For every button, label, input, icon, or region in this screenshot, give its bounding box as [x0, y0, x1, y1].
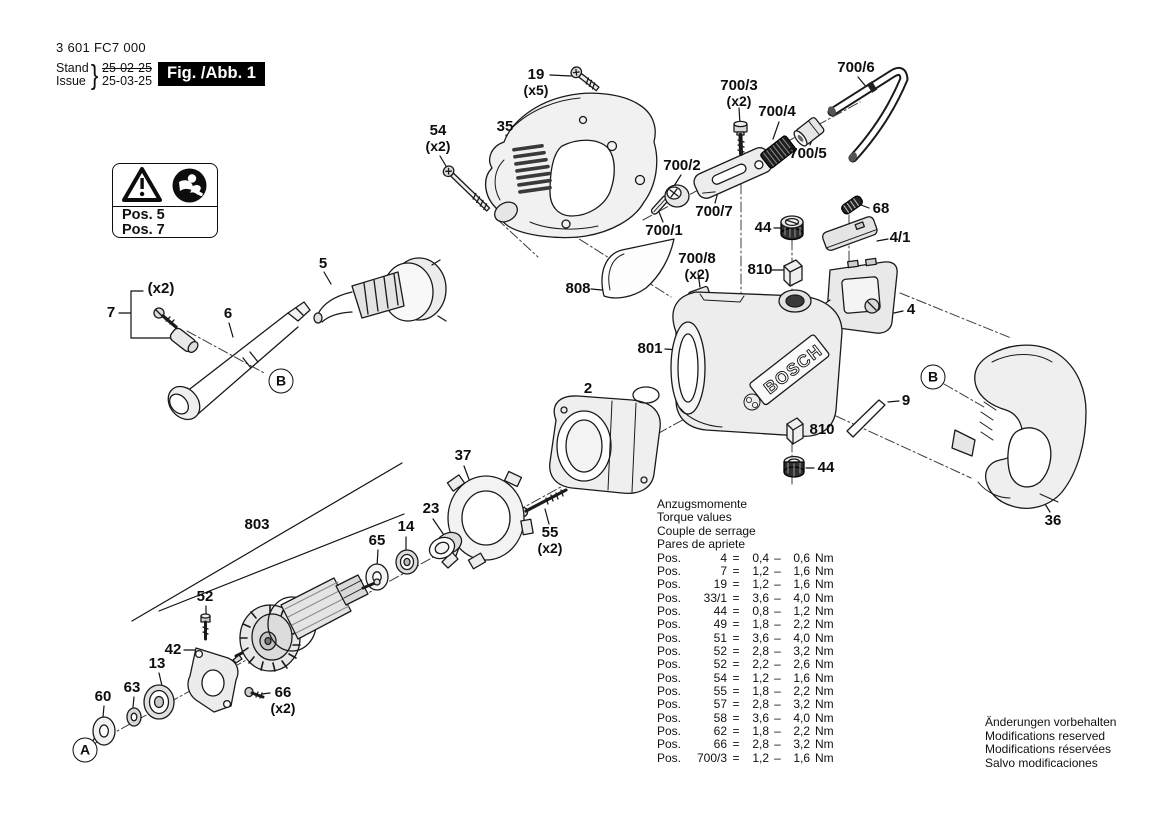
modification-notices [985, 716, 1116, 770]
part-label-700-6: 700/6 [837, 59, 875, 77]
carbon-brush-810-bottom [787, 418, 803, 444]
part-label-19: 19 (x5) [523, 65, 549, 98]
part-label-2: 2 [583, 380, 593, 398]
washer-63 [127, 708, 141, 726]
part-label-700-5: 700/5 [789, 145, 827, 163]
power-cord-assembly [154, 255, 446, 426]
washer-60 [93, 717, 115, 745]
part-label-b: B [921, 365, 946, 390]
deflector-808 [602, 239, 674, 298]
torque-table-row: Pos. 51 = 3,6 – 4,0 Nm [657, 630, 834, 645]
part-label-68: 68 [872, 200, 890, 218]
part-label-44: 44 [754, 219, 772, 237]
torque-table-row: Pos. 62 = 1,8 – 2,2 Nm [657, 724, 834, 739]
part-label-60: 60 [94, 688, 112, 706]
bearing-14 [396, 550, 418, 574]
part-label-54: 54 (x2) [425, 121, 451, 154]
torque-table-row: Pos. 52 = 2,2 – 2,6 Nm [657, 657, 834, 672]
part-label-700-8: 700/8 (x2) [678, 249, 716, 282]
torque-table-row: Pos. 54 = 1,2 – 1,6 Nm [657, 670, 834, 685]
stand-label: Stand [56, 61, 89, 75]
torque-table-row: Pos. 49 = 1,8 – 2,2 Nm [657, 617, 834, 632]
handle-shell-36 [952, 345, 1086, 508]
brush-cap-44-top [781, 216, 803, 240]
torque-table-title-line: Couple de serrage [657, 523, 756, 538]
part-label-700-1: 700/1 [645, 222, 683, 240]
part-label-35: 35 [496, 118, 514, 136]
modification-notice-line: Salvo modificaciones [985, 755, 1098, 770]
slider-button-4-1 [821, 215, 878, 251]
part-label-52: 52 [196, 588, 214, 606]
bosch-logo-text: BOSCH [760, 340, 827, 398]
warning-triangle-icon [122, 167, 162, 203]
torque-table-row: Pos. 44 = 0,8 – 1,2 Nm [657, 604, 834, 618]
part-label-13: 13 [148, 655, 166, 673]
torque-table-row: Pos. 7 = 1,2 – 1,6 Nm [657, 563, 834, 578]
insert-plate-9 [847, 400, 885, 437]
part-label-65: 65 [368, 532, 386, 550]
cord-clamp-7 [154, 308, 200, 354]
warning-pos-line: Pos. 7 [122, 222, 165, 238]
screw-66 [245, 688, 263, 699]
part-label-9: 9 [901, 392, 911, 410]
armature-803 [233, 575, 380, 671]
spring-68 [840, 195, 864, 216]
lever-42 [188, 648, 238, 712]
torque-table-title-line: Torque values [657, 510, 732, 525]
part-label-23: 23 [422, 500, 440, 518]
torque-table-title-line: Pares de apriete [657, 537, 746, 552]
baffle-plate-37 [442, 472, 533, 569]
part-label-803: 803 [244, 516, 270, 534]
torque-table-row: Pos. 66 = 2,8 – 3,2 Nm [657, 737, 834, 752]
torque-table [657, 498, 834, 765]
modification-notice-line: Modifications reserved [985, 728, 1106, 743]
stand-issue-block [56, 59, 152, 91]
part-label-808: 808 [565, 280, 591, 298]
screw-54 [441, 164, 492, 214]
bearing-13 [144, 685, 174, 719]
part-label-x2: (x2) [147, 280, 175, 298]
roller-700-5 [792, 117, 825, 148]
stand-date: 25-02-25 [102, 61, 153, 75]
warning-pos-list [113, 207, 217, 238]
brace-glyph: } [90, 59, 99, 90]
read-manual-icon [171, 167, 208, 204]
part-label-63: 63 [123, 679, 141, 697]
part-label-36: 36 [1044, 512, 1062, 530]
part-label-b: B [269, 369, 294, 394]
torque-table-row: Pos. 52 = 2,8 – 3,2 Nm [657, 644, 834, 659]
modification-notice-line: Modifications réservées [985, 742, 1112, 757]
part-label-5: 5 [318, 255, 328, 273]
part-label-4: 4 [906, 301, 916, 319]
modification-notice-line: Änderungen vorbehalten [985, 715, 1117, 729]
part-label-6: 6 [223, 305, 233, 323]
carbon-brush-810-top [784, 260, 802, 286]
torque-table-title-line: Anzugsmomente [657, 497, 748, 511]
motor-housing-801 [671, 290, 842, 439]
torque-table-titles [657, 498, 834, 552]
part-label-a: A [73, 738, 98, 763]
part-label-66: 66 (x2) [270, 683, 296, 716]
torque-table-row: Pos. 700/3 = 1,2 – 1,6 Nm [657, 750, 834, 765]
torque-table-row: Pos. 57 = 2,8 – 3,2 Nm [657, 697, 834, 712]
drawing-header [56, 40, 152, 91]
brush-cap-44-bottom [784, 457, 804, 478]
torque-table-row: Pos. 55 = 1,8 – 2,2 Nm [657, 684, 834, 699]
screw-55 [518, 490, 566, 517]
part-label-810: 810 [747, 261, 773, 279]
part-label-700-4: 700/4 [758, 103, 796, 121]
screw-19 [569, 65, 601, 93]
part-label-700-2: 700/2 [663, 157, 701, 175]
figure-title-box: Fig. /Abb. 1 [158, 62, 265, 86]
part-label-42: 42 [164, 641, 182, 659]
part-label-7: 7 [106, 304, 116, 322]
warning-icons-row [113, 164, 217, 207]
issue-date: 25-03-25 [102, 74, 153, 88]
part-label-810: 810 [809, 421, 835, 439]
document-part-number: 3 601 FC7 000 [56, 40, 146, 55]
warning-box [112, 163, 218, 238]
issue-label: Issue [56, 74, 86, 88]
torque-table-row: Pos. 58 = 3,6 – 4,0 Nm [657, 710, 834, 725]
torque-table-row: Pos. 33/1 = 3,6 – 4,0 Nm [657, 590, 834, 605]
warning-pos-line: Pos. 5 [122, 207, 165, 223]
part-label-4-1: 4/1 [889, 229, 911, 247]
torque-table-rows [657, 552, 834, 766]
screw-700-3 [734, 121, 747, 154]
screw-52 [201, 614, 210, 639]
part-label-700-7: 700/7 [695, 203, 733, 221]
field-stator-2 [550, 387, 661, 493]
part-label-55: 55 (x2) [537, 523, 563, 556]
torque-table-row: Pos. 19 = 1,2 – 1,6 Nm [657, 577, 834, 592]
torque-table-row: Pos. 4 = 0,4 – 0,6 Nm [657, 550, 834, 565]
part-label-700-3: 700/3 (x2) [720, 76, 758, 109]
part-label-37: 37 [454, 447, 472, 465]
part-label-801: 801 [637, 340, 663, 358]
part-label-14: 14 [397, 518, 415, 536]
housing-shell-35 [486, 93, 657, 237]
part-label-44: 44 [817, 459, 835, 477]
